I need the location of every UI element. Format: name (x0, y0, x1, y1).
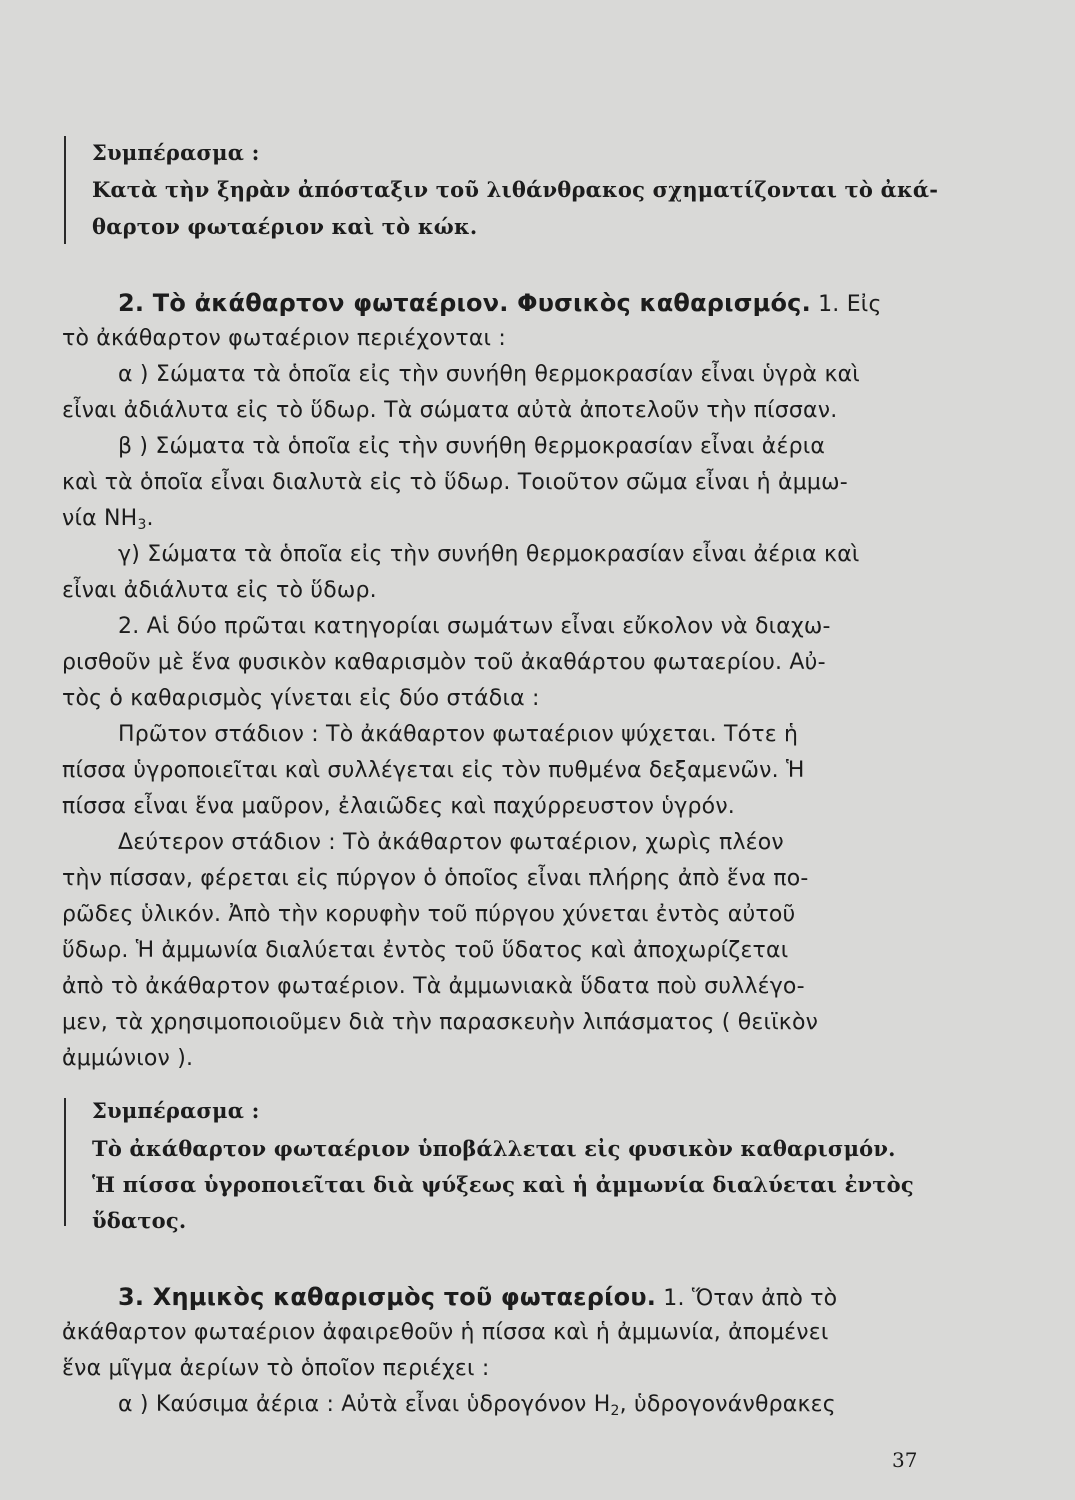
body-line: 2. Αἱ δύο πρῶται κατηγορίαι σωμάτων εἶναι εὔκολον νὰ διαχω- (118, 614, 831, 639)
body-line: ὕδωρ. Ἡ ἀμμωνία διαλύεται ἐντὸς τοῦ ὕδατος καὶ ἀποχωρίζεται (62, 938, 789, 963)
body-line: Δεύτερον στάδιον : Τὸ ἀκάθαρτον φωταέριον, χωρὶς πλέον (118, 830, 784, 855)
body-line: εἶναι ἀδιάλυτα εἰς τὸ ὕδωρ. Τὰ σώματα αὐτὰ ἀποτελοῦν τὴν πίσσαν. (62, 398, 838, 423)
section-heading-tail: 1. Εἰς (810, 292, 882, 317)
body-line: β ) Σώματα τὰ ὁποῖα εἰς τὴν συνήθη θερμοκρασίαν εἶναι ἀέρια (118, 434, 826, 459)
body-line: ἀμμώνιον ). (62, 1046, 194, 1071)
section-heading-tail: 1. Ὅταν ἀπὸ τὸ (656, 1286, 838, 1311)
section-heading: 3. Χημικὸς καθαρισμὸς τοῦ φωταερίου. (118, 1283, 657, 1311)
formula-end: . (146, 506, 154, 531)
body-line: καὶ τὰ ὁποῖα εἶναι διαλυτὰ εἰς τὸ ὕδωρ. Τοιοῦτον σῶμα εἶναι ἡ ἀμμω- (62, 470, 848, 495)
body-line: πίσσα εἶναι ἕνα μαῦρον, ἐλαιῶδες καὶ παχύρρευστον ὑγρόν. (62, 794, 736, 819)
conclusion-line: Κατὰ τὴν ξηρὰν ἀπόσταξιν τοῦ λιθάνθρακος σχηματίζονται τὸ ἀκά- (92, 177, 939, 202)
conclusion-line: ὕδατος. (92, 1208, 187, 1233)
body-line: τὴν πίσσαν, φέρεται εἰς πύργον ὁ ὁποῖος εἶναι πλήρης ἀπὸ ἕνα πο- (62, 866, 809, 891)
formula-text: α ) Καύσιμα ἀέρια : Αὐτὰ εἶναι ὑδρογόνον H (118, 1392, 611, 1417)
conclusion-bar (64, 1098, 66, 1226)
conclusion-line: Τὸ ἀκάθαρτον φωταέριον ὑποβάλλεται εἰς φυσικὸν καθαρισμόν. (92, 1136, 896, 1161)
body-line-formula (62, 504, 154, 534)
page-number: 37 (892, 1448, 918, 1472)
body-line: γ) Σώματα τὰ ὁποῖα εἰς τὴν συνήθη θερμοκρασίαν εἶναι ἀέρια καὶ (118, 542, 860, 567)
body-line: ἀκάθαρτον φωταέριον ἀφαιρεθοῦν ἡ πίσσα καὶ ἡ ἀμμωνία, ἀπομένει (62, 1320, 829, 1345)
formula-text: νία NH (62, 506, 138, 531)
body-line: ἀπὸ τὸ ἀκάθαρτον φωταέριον. Τὰ ἀμμωνιακὰ ὕδατα ποὺ συλλέγο- (62, 974, 805, 999)
formula-subscript: 3 (137, 517, 147, 533)
body-line-formula (118, 1390, 836, 1420)
body-line: πίσσα ὑγροποιεῖται καὶ συλλέγεται εἰς τὸν πυθμένα δεξαμενῶν. Ἡ (62, 758, 805, 783)
formula-subscript: 2 (610, 1403, 620, 1419)
body-line: τὸς ὁ καθαρισμὸς γίνεται εἰς δύο στάδια : (62, 686, 540, 711)
section-heading-line (118, 1282, 837, 1314)
body-line: τὸ ἀκάθαρτον φωταέριον περιέχονται : (62, 326, 506, 351)
conclusion-bar (64, 136, 66, 244)
conclusion-line: θαρτον φωταέριον καὶ τὸ κώκ. (92, 214, 478, 239)
conclusion-title: Συμπέρασμα : (92, 140, 260, 165)
section-heading-line (118, 288, 882, 320)
body-line: Πρῶτον στάδιον : Τὸ ἀκάθαρτον φωταέριον ψύχεται. Τότε ἡ (118, 722, 799, 747)
formula-end: , ὑδρογονάνθρακες (619, 1392, 836, 1417)
body-line: εἶναι ἀδιάλυτα εἰς τὸ ὕδωρ. (62, 578, 377, 603)
body-line: ρισθοῦν μὲ ἕνα φυσικὸν καθαρισμὸν τοῦ ἀκαθάρτου φωταερίου. Αὐ- (62, 650, 826, 675)
body-line: ρῶδες ὑλικόν. Ἀπὸ τὴν κορυφὴν τοῦ πύργου χύνεται ἐντὸς αὐτοῦ (62, 902, 796, 927)
conclusion-title: Συμπέρασμα : (92, 1098, 260, 1123)
body-line: μεν, τὰ χρησιμοποιοῦμεν διὰ τὴν παρασκευὴν λιπάσματος ( θειϊκὸν (62, 1010, 819, 1035)
body-line: ἕνα μῖγμα ἀερίων τὸ ὁποῖον περιέχει : (62, 1356, 490, 1381)
conclusion-line: Ἡ πίσσα ὑγροποιεῖται διὰ ψύξεως καὶ ἡ ἀμμωνία διαλύεται ἐντὸς (92, 1172, 914, 1197)
section-heading: 2. Τὸ ἀκάθαρτον φωταέριον. Φυσικὸς καθαρισμός. (118, 289, 811, 317)
body-line: α ) Σώματα τὰ ὁποῖα εἰς τὴν συνήθη θερμοκρασίαν εἶναι ὑγρὰ καὶ (118, 362, 860, 387)
